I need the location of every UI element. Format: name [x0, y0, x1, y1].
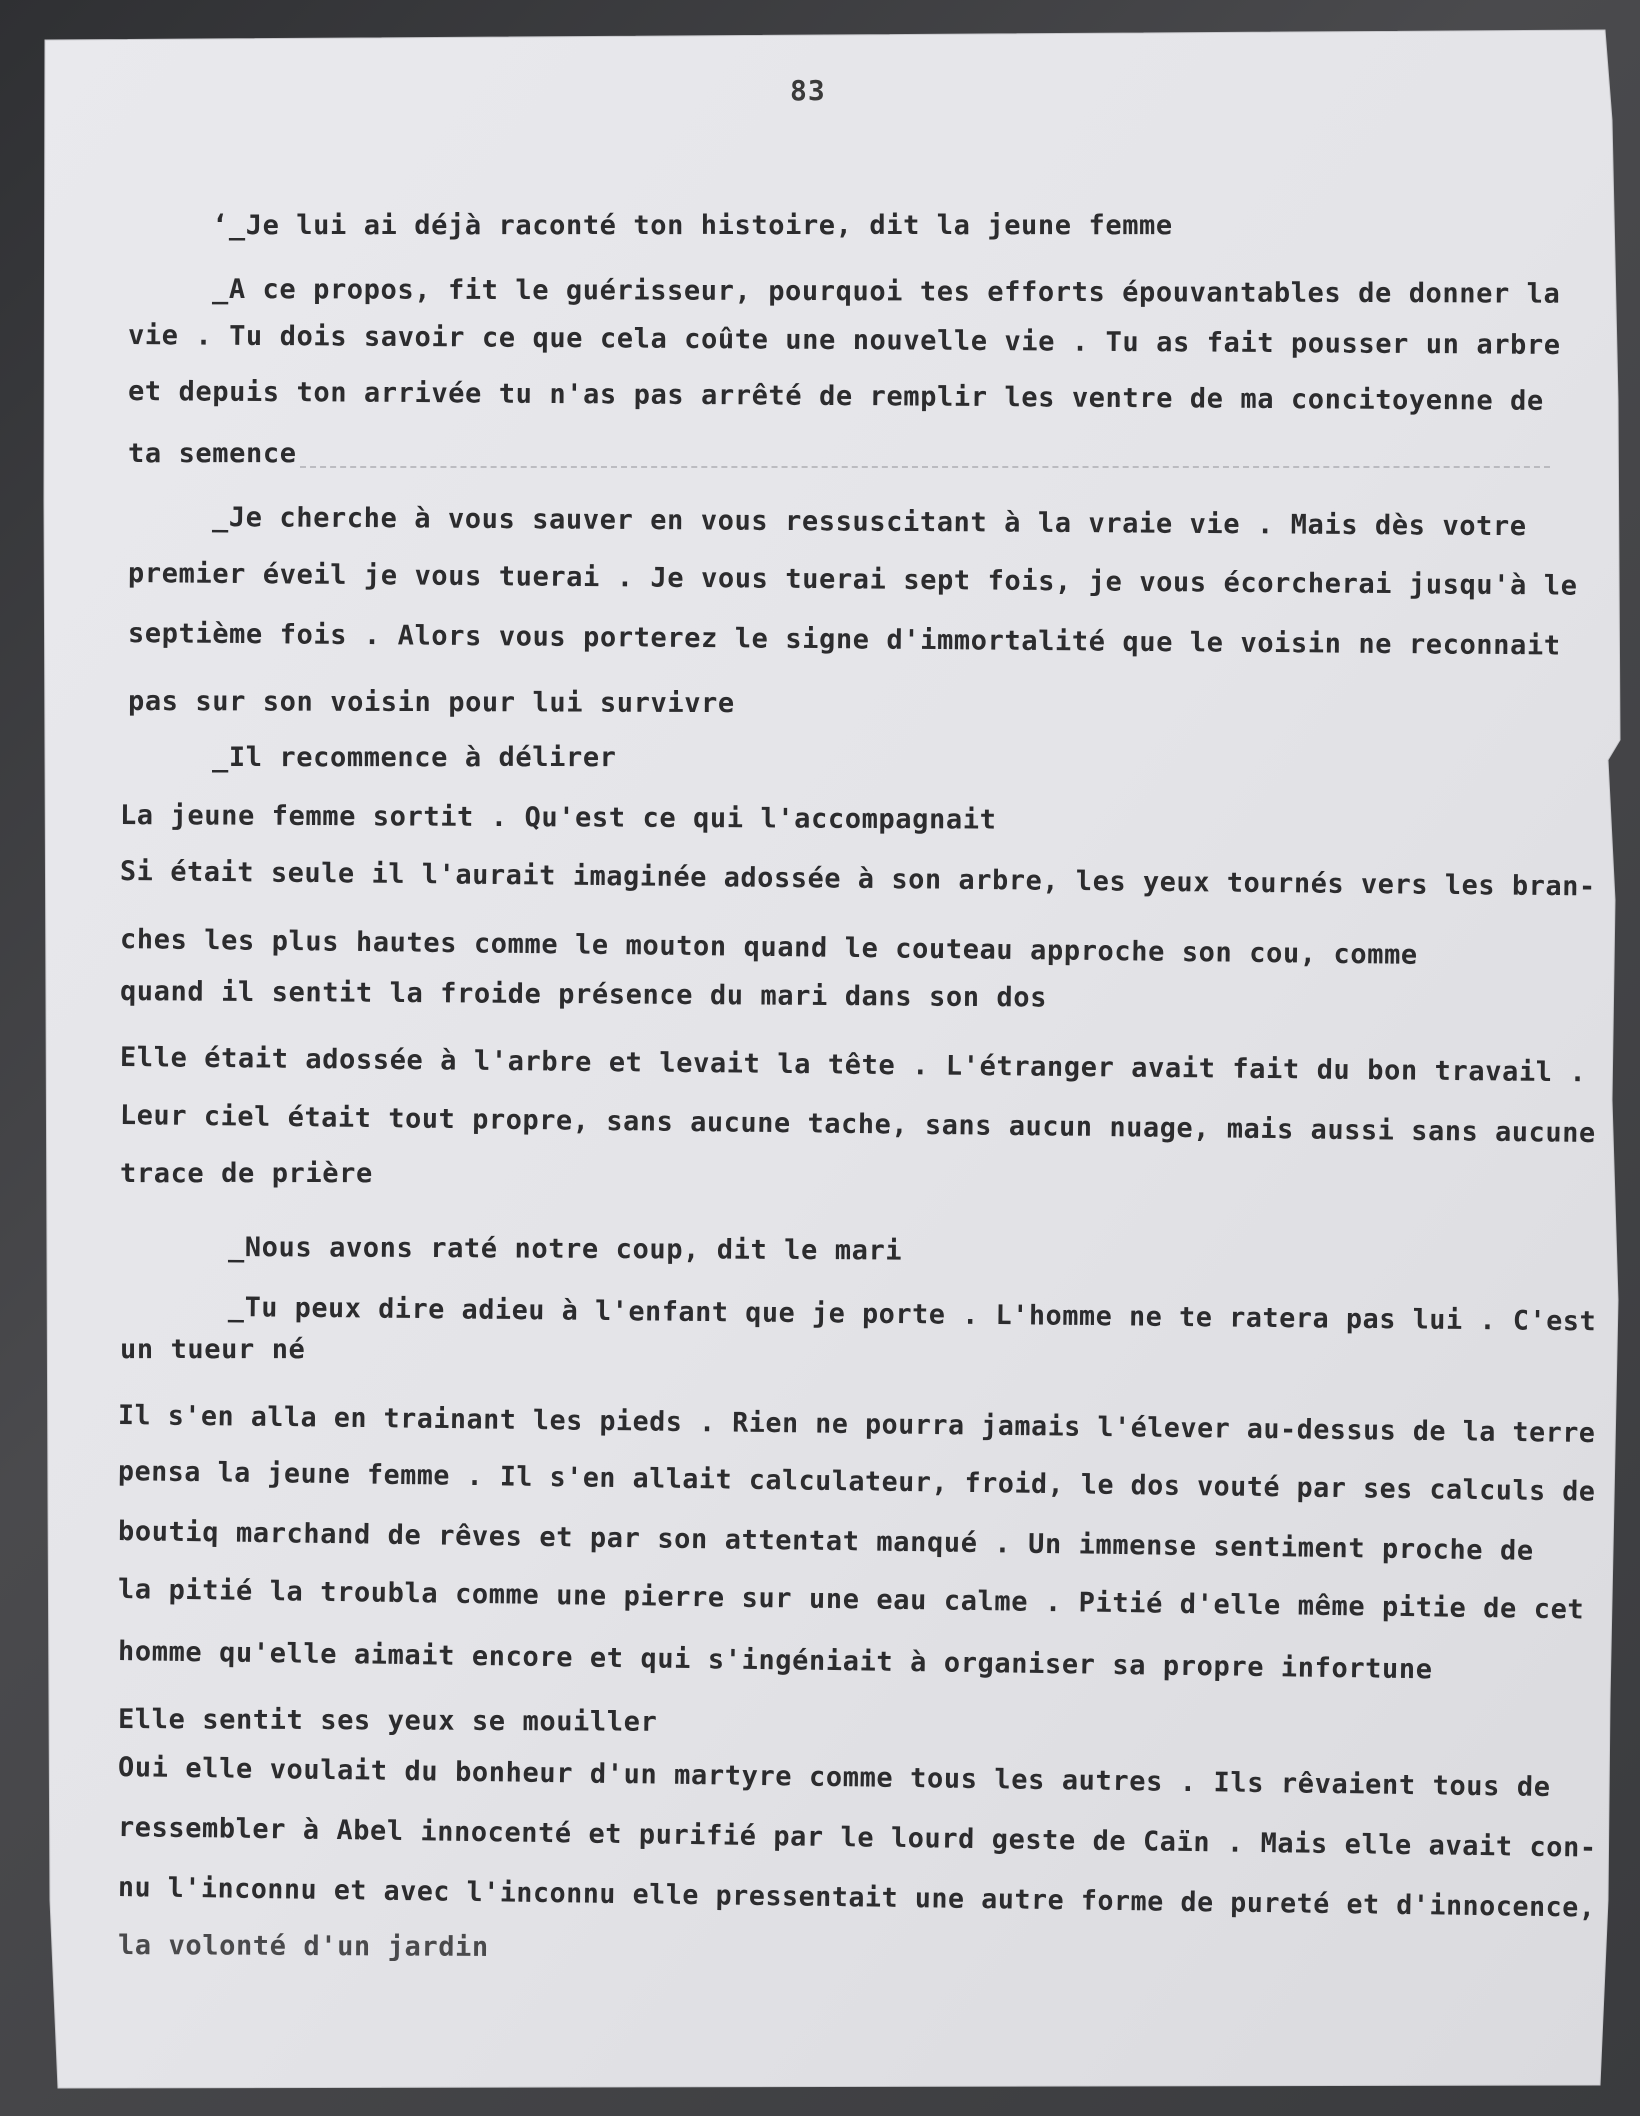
text-line: premier éveil je vous tuerai . Je vous tuerai sept fois, je vous écorcherai jusqu'à le — [127, 558, 1578, 602]
text-line: boutiq marchand de rêves et par son attentat manqué . Un immense sentiment proche de — [117, 1516, 1534, 1567]
text-line: Elle était adossée à l'arbre et levait la tête . L'étranger avait fait du bon travail . — [119, 1042, 1587, 1089]
text-line: Il s'en alla en trainant les pieds . Rien ne pourra jamais l'élever au-dessus de la terre — [117, 1400, 1596, 1450]
text-line: septième fois . Alors vous porterez le signe d'immortalité que le voisin ne reconnait — [127, 618, 1561, 662]
text-line: _Tu peux dire adieu à l'enfant que je porte . L'homme ne te ratera pas lui . C'est — [227, 1292, 1597, 1338]
text-line: vie . Tu dois savoir ce que cela coûte une nouvelle vie . Tu as fait pousser un arbre — [127, 320, 1561, 362]
text-line: et depuis ton arrivée tu n'as pas arrêté de remplir les ventre de ma concitoyenne de — [127, 376, 1544, 417]
text-line: pas sur son voisin pour lui survivre — [127, 686, 735, 720]
text-line: Oui elle voulait du bonheur d'un martyre comme tous les autres . Ils rêvaient tous de — [117, 1752, 1551, 1804]
text-line: la volonté d'un jardin — [117, 1930, 489, 1963]
text-line: _Il recommence à délirer — [212, 742, 617, 773]
text-line: ʻ_Je lui ai déjà raconté ton histoire, dit la jeune femme — [212, 210, 1173, 241]
text-line: pensa la jeune femme . Il s'en allait calculateur, froid, le dos vouté par ses calculs de — [117, 1456, 1596, 1508]
text-line: ressembler à Abel innocenté et purifié par le lourd geste de Caïn . Mais elle avait con- — [117, 1812, 1597, 1864]
text-line: _Nous avons raté notre coup, dit le mari — [227, 1232, 903, 1267]
text-line: Elle sentit ses yeux se mouiller — [117, 1704, 658, 1738]
text-line: _Je cherche à vous sauver en vous ressuscitant à la vraie vie . Mais dès votre — [211, 502, 1527, 543]
text-line: homme qu'elle aimait encore et qui s'ingéniait à organiser sa propre infortune — [117, 1636, 1433, 1686]
text-line: ta semence — [128, 438, 297, 469]
text-line: quand il sentit la froide présence du mari dans son dos — [119, 976, 1048, 1014]
text-line: trace de prière — [120, 1158, 373, 1189]
text-line: un tueur né — [120, 1334, 306, 1365]
text-line: nu l'inconnu et avec l'inconnu elle pressentait une autre forme de pureté et d'innocence, — [117, 1872, 1596, 1924]
text-line: la pitié la troubla comme une pierre sur une eau calme . Pitié d'elle même pitie de cet — [117, 1574, 1585, 1626]
text-line: La jeune femme sortit . Qu'est ce qui l'accompagnait — [119, 800, 997, 836]
page-number: 83 — [790, 74, 826, 107]
text-line: _A ce propos, fit le guérisseur, pourquoi tes efforts épouvantables de donner la — [211, 274, 1561, 310]
text-line: ches les plus hautes comme le mouton quand le couteau approche son cou, comme — [119, 924, 1418, 971]
text-line: Si était seule il l'aurait imaginée adossée à son arbre, les yeux tournés vers les bran- — [119, 856, 1596, 903]
text-line: Leur ciel était tout propre, sans aucune tache, sans aucun nuage, mais aussi sans aucune — [119, 1100, 1596, 1150]
